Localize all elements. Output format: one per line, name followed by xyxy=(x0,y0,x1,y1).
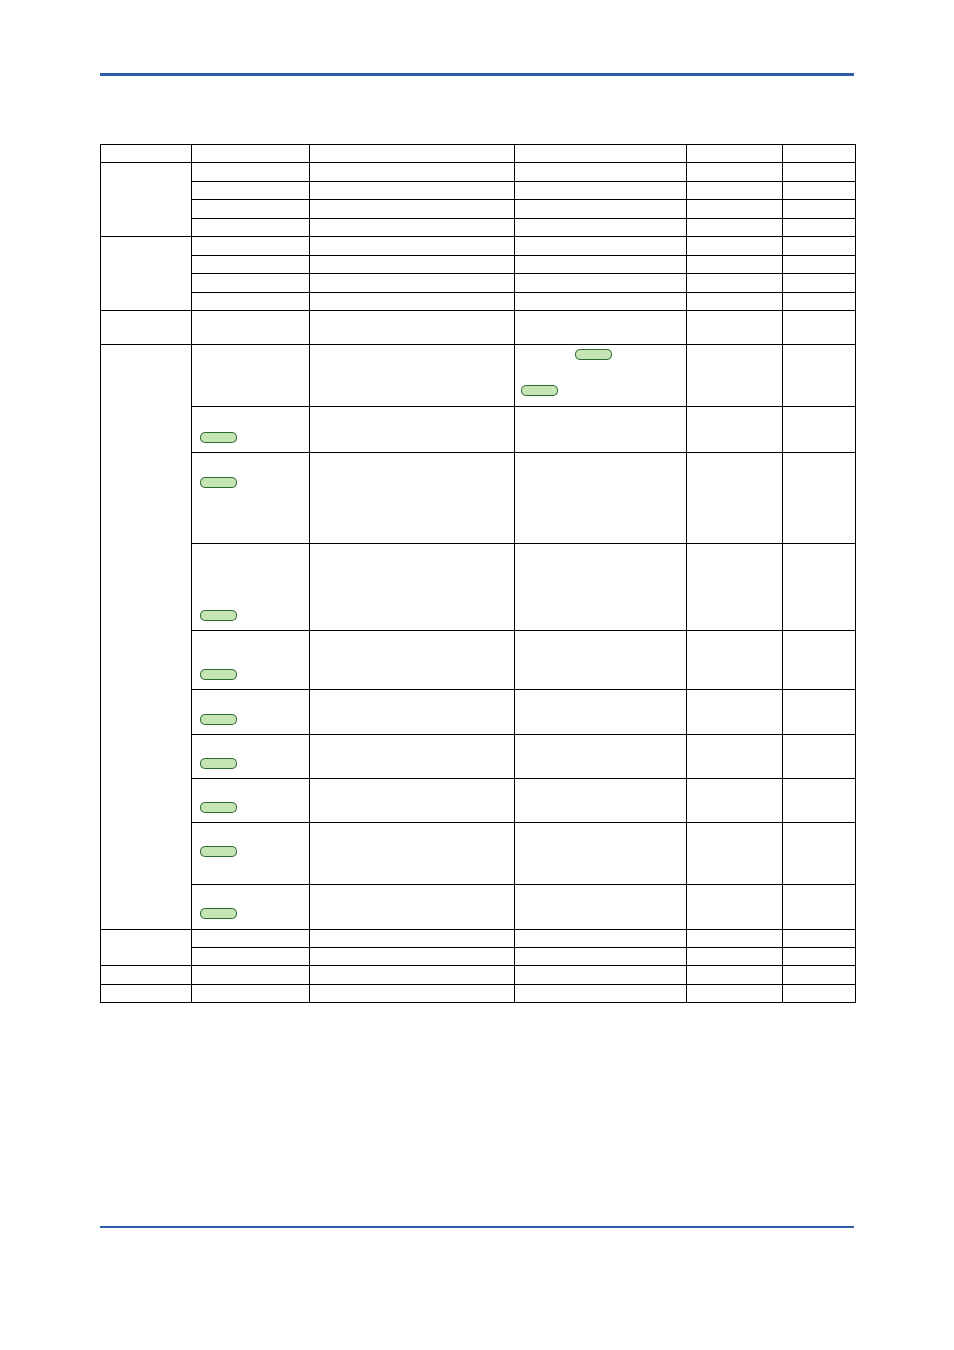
table-cell xyxy=(192,779,310,823)
group-label-cell xyxy=(101,311,192,345)
table-cell xyxy=(310,163,515,182)
table-cell xyxy=(687,407,783,453)
table-cell xyxy=(515,930,687,948)
group-label-cell xyxy=(101,345,192,930)
table-cell xyxy=(687,631,783,690)
table-cell xyxy=(783,735,856,779)
table-cell xyxy=(783,631,856,690)
table-cell xyxy=(192,293,310,311)
table-cell xyxy=(783,779,856,823)
table-cell xyxy=(687,293,783,311)
table-cell xyxy=(783,163,856,182)
table-row xyxy=(101,930,856,948)
table-cell xyxy=(310,735,515,779)
table-cell xyxy=(783,985,856,1003)
table-cell xyxy=(310,237,515,256)
table-cell xyxy=(515,274,687,293)
table-row xyxy=(101,200,856,219)
table-cell xyxy=(687,985,783,1003)
table-cell xyxy=(310,948,515,966)
table-cell xyxy=(687,274,783,293)
table-cell xyxy=(687,200,783,219)
tag-badge xyxy=(200,610,237,621)
table-cell xyxy=(192,690,310,735)
table-row xyxy=(101,690,856,735)
table-cell xyxy=(192,256,310,274)
table-cell xyxy=(515,219,687,237)
tag-badge xyxy=(200,846,237,857)
table-cell xyxy=(515,966,687,985)
tag-badge xyxy=(200,714,237,725)
table-cell xyxy=(783,823,856,885)
tag-badge xyxy=(200,432,237,443)
table-cell xyxy=(687,966,783,985)
table-cell xyxy=(515,237,687,256)
header-cell xyxy=(783,145,856,163)
table-cell xyxy=(310,274,515,293)
table-cell xyxy=(783,407,856,453)
table-cell xyxy=(515,200,687,219)
table-cell xyxy=(192,237,310,256)
table-cell xyxy=(783,311,856,345)
table-cell xyxy=(687,256,783,274)
table-row xyxy=(101,966,856,985)
group-label-cell xyxy=(101,985,192,1003)
table-cell xyxy=(310,345,515,407)
table-row xyxy=(101,274,856,293)
table-cell xyxy=(687,735,783,779)
table-cell xyxy=(310,453,515,544)
table-cell xyxy=(687,345,783,407)
table-row xyxy=(101,182,856,200)
table-cell xyxy=(515,453,687,544)
table-cell xyxy=(192,407,310,453)
table-cell xyxy=(192,885,310,930)
tag-badge xyxy=(200,908,237,919)
table-cell xyxy=(783,345,856,407)
table-cell xyxy=(310,256,515,274)
table-cell xyxy=(310,631,515,690)
header-rule xyxy=(100,73,854,76)
tag-badge xyxy=(575,349,612,360)
table-cell xyxy=(687,690,783,735)
table-cell xyxy=(192,163,310,182)
table-cell xyxy=(515,311,687,345)
tag-badge xyxy=(200,669,237,680)
table-cell xyxy=(310,885,515,930)
table-row xyxy=(101,985,856,1003)
table-row xyxy=(101,311,856,345)
table-cell xyxy=(515,985,687,1003)
header-cell xyxy=(515,145,687,163)
group-label-cell xyxy=(101,966,192,985)
table-cell xyxy=(515,182,687,200)
table-cell xyxy=(310,966,515,985)
table-cell xyxy=(687,779,783,823)
table-cell xyxy=(192,453,310,544)
table-cell xyxy=(687,823,783,885)
table-cell xyxy=(515,948,687,966)
table-cell xyxy=(783,930,856,948)
table-row xyxy=(101,453,856,544)
table-cell xyxy=(687,948,783,966)
table-cell xyxy=(515,779,687,823)
table-cell xyxy=(192,544,310,631)
table-row xyxy=(101,631,856,690)
table-cell xyxy=(687,885,783,930)
table-row xyxy=(101,885,856,930)
table-row xyxy=(101,735,856,779)
table-cell xyxy=(783,966,856,985)
table-row xyxy=(101,256,856,274)
table-cell xyxy=(310,182,515,200)
table-row xyxy=(101,293,856,311)
table-cell xyxy=(687,163,783,182)
table-cell xyxy=(192,631,310,690)
table-cell xyxy=(192,823,310,885)
table-cell xyxy=(687,311,783,345)
table-cell xyxy=(783,219,856,237)
table-cell xyxy=(515,690,687,735)
table-cell xyxy=(310,930,515,948)
table-cell xyxy=(783,948,856,966)
table-cell xyxy=(192,219,310,237)
table-cell xyxy=(515,256,687,274)
group-label-cell xyxy=(101,930,192,966)
table-cell xyxy=(192,735,310,779)
table-row xyxy=(101,219,856,237)
table-cell xyxy=(310,690,515,735)
table-cell xyxy=(310,219,515,237)
tag-badge xyxy=(200,758,237,769)
table-row xyxy=(101,823,856,885)
table-cell xyxy=(687,237,783,256)
table-cell xyxy=(783,256,856,274)
table-cell xyxy=(192,200,310,219)
table-cell xyxy=(310,779,515,823)
table-cell xyxy=(783,274,856,293)
table-cell xyxy=(515,631,687,690)
table-cell xyxy=(192,948,310,966)
table-cell xyxy=(687,182,783,200)
table-cell xyxy=(515,735,687,779)
table-cell xyxy=(310,311,515,345)
specification-table xyxy=(100,144,856,1003)
table-cell xyxy=(192,930,310,948)
table-cell xyxy=(192,182,310,200)
tag-badge xyxy=(521,385,558,396)
table-cell xyxy=(310,407,515,453)
table-row xyxy=(101,779,856,823)
tag-badge xyxy=(200,477,237,488)
table-cell xyxy=(783,690,856,735)
table-cell xyxy=(310,823,515,885)
table-cell xyxy=(687,930,783,948)
table-row xyxy=(101,407,856,453)
table-header-row xyxy=(101,145,856,163)
header-cell xyxy=(687,145,783,163)
footer-rule xyxy=(100,1226,854,1228)
group-label-cell xyxy=(101,163,192,237)
tag-badge xyxy=(200,802,237,813)
table-cell xyxy=(192,345,310,407)
table-row xyxy=(101,948,856,966)
table-cell xyxy=(783,544,856,631)
table-cell xyxy=(783,237,856,256)
table-cell xyxy=(192,966,310,985)
header-cell xyxy=(192,145,310,163)
table-cell xyxy=(783,200,856,219)
table-row xyxy=(101,237,856,256)
table-cell xyxy=(515,163,687,182)
table-cell xyxy=(192,311,310,345)
table-cell xyxy=(515,823,687,885)
table-cell xyxy=(515,345,687,407)
table-cell xyxy=(310,200,515,219)
table-cell xyxy=(783,885,856,930)
table-cell xyxy=(192,274,310,293)
table-cell xyxy=(783,453,856,544)
table-row xyxy=(101,345,856,407)
table-cell xyxy=(515,407,687,453)
table-cell xyxy=(515,293,687,311)
table-cell xyxy=(783,182,856,200)
table-cell xyxy=(687,219,783,237)
table-row xyxy=(101,544,856,631)
table-cell xyxy=(192,985,310,1003)
table-cell xyxy=(783,293,856,311)
header-cell xyxy=(101,145,192,163)
header-cell xyxy=(310,145,515,163)
table-cell xyxy=(310,985,515,1003)
table-cell xyxy=(515,885,687,930)
table-cell xyxy=(310,293,515,311)
table-row xyxy=(101,163,856,182)
table-cell xyxy=(687,544,783,631)
table-cell xyxy=(310,544,515,631)
table-cell xyxy=(687,453,783,544)
group-label-cell xyxy=(101,237,192,311)
table-cell xyxy=(515,544,687,631)
